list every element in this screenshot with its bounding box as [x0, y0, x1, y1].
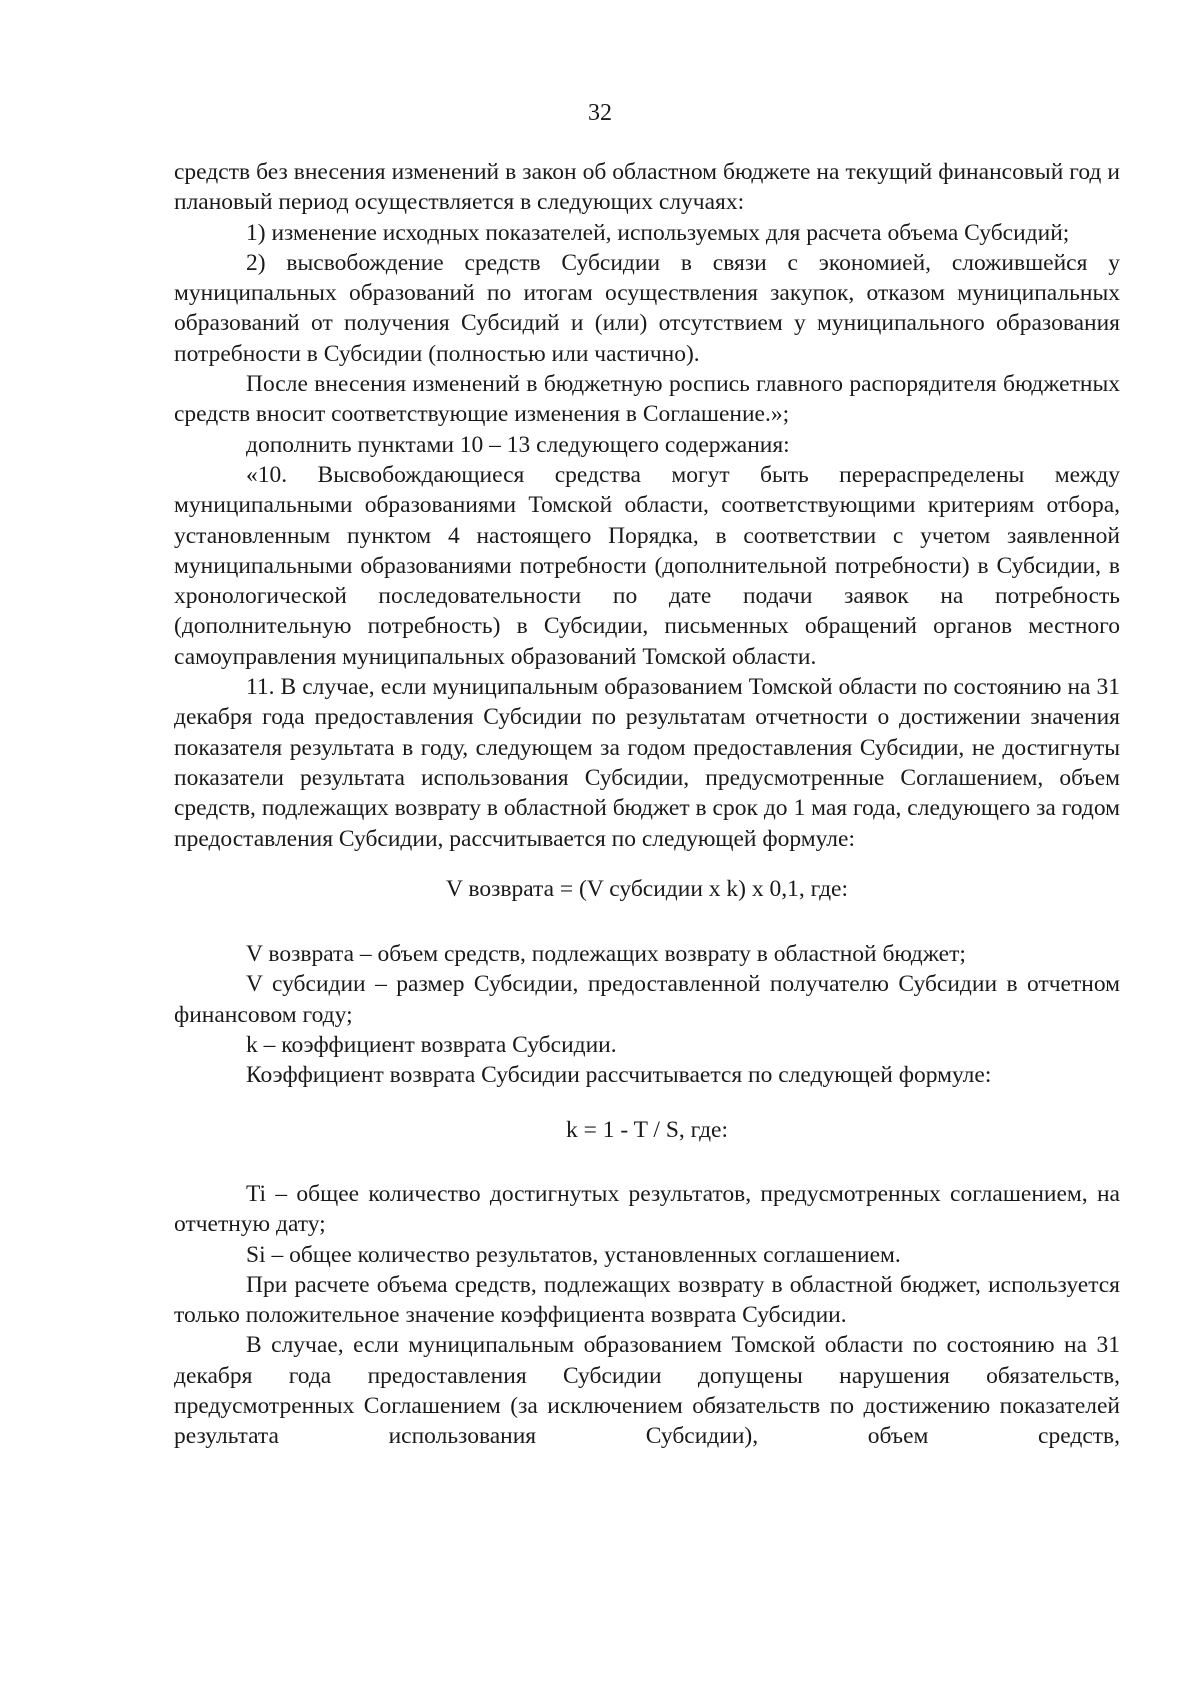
paragraph-amendment-intro: дополнить пунктами 10 – 13 следующего содержания:	[246, 431, 790, 458]
paragraph-case-1: 1) изменение исходных показателей, используемых для расчета объема Субсидий;	[246, 219, 1070, 246]
document-body	[174, 157, 1120, 1452]
definition-v-return: V возврата – объем средств, подлежащих возврату в областной бюджет;	[246, 941, 966, 968]
definition-v-subsidy: V субсидии – размер Субсидии, предоставленной получателю Субсидии в отчетном финансовом году;	[174, 971, 1120, 1028]
paragraph-item-10: «10. Высвобождающиеся средства могут быть перераспределены между муниципальными образованиями Томской области, соответствующими критериям отбора, установленным пунктом 4 настоящего Порядка, в соответствии с учетом заявленной муниципальными образованиями потребности (дополнительной потребности) в Субсидии, в хронологической последовательности по дате подачи заявок на потребность (дополнительную потребность) в Субсидии, письменных обращений органов местного самоуправления муниципальных образований Томской области.	[174, 461, 1120, 670]
paragraph-continuation: средств без внесения изменений в закон об областном бюджете на текущий финансовый год и плановый период осуществляется в следующих случаях:	[174, 159, 1120, 216]
page-number: 32	[588, 100, 612, 126]
definition-si: Si – общее количество результатов, установленных соглашением.	[246, 1241, 901, 1268]
formula-k: k = 1 - T / S, где:	[565, 1116, 729, 1143]
definition-ti: Ti – общее количество достигнутых результатов, предусмотренных соглашением, на отчетную дату;	[174, 1180, 1120, 1238]
formula-v-return: V возврата = (V субсидии x k) x 0,1, где:	[445, 875, 848, 902]
definition-k: k – коэффициент возврата Субсидии.	[246, 1032, 617, 1059]
paragraph-violation-case: В случае, если муниципальным образованием Томской области по состоянию на 31 декабря года предоставления Субсидии допущены нарушения обязательств, предусмотренных Соглашением (за исключением обязательств по достижению показателей результата использования Субсидии), объем средств,	[174, 1332, 1120, 1450]
paragraph-after-changes: После внесения изменений в бюджетную роспись главного распорядителя бюджетных средств вносит соответствующие изменения в Соглашение.»;	[174, 371, 1120, 428]
paragraph-item-11: 11. В случае, если муниципальным образованием Томской области по состоянию на 31 декабря года предоставления Субсидии по результатам отчетности о достижении значения показателя результата в году, следующем за годом предоставления Субсидии, не достигнуты показатели результата использования Субсидии, предусмотренные Соглашением, объем средств, подлежащих возврату в областной бюджет в срок до 1 мая года, следующего за годом предоставления Субсидии, рассчитывается по следующей формуле:	[174, 674, 1120, 852]
paragraph-case-2: 2) высвобождение средств Субсидии в связи с экономией, сложившейся у муниципальных образований по итогам осуществления закупок, отказом муниципальных образований от получения Субсидий и (или) отсутствием у муниципального образования потребности в Субсидии (полностью или частично).	[174, 249, 1120, 367]
paragraph-k-formula-intro: Коэффициент возврата Субсидии рассчитывается по следующей формуле:	[246, 1062, 992, 1089]
paragraph-positive-coefficient: При расчете объема средств, подлежащих возврату в областной бюджет, используется только положительное значение коэффициента возврата Субсидии.	[174, 1271, 1120, 1329]
